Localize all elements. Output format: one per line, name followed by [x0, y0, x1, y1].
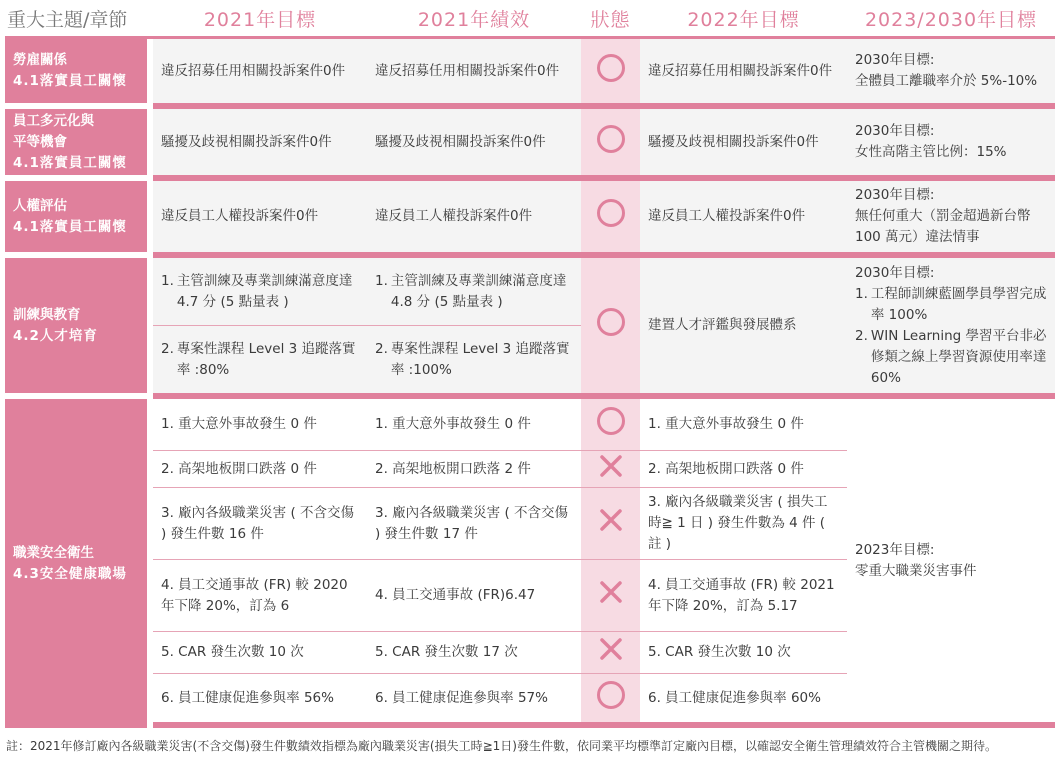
theme-title: 訓練與教育	[13, 306, 81, 323]
perf-2021-cell: 違反員工人權投訴案件0件	[367, 181, 581, 258]
goal-2021-cell: 2. 高架地板開口跌落 0 件	[153, 451, 367, 488]
item-text: WIN Learning 學習平台非必修類之線上學習資源使用率達 60%	[870, 327, 1047, 386]
item-number: 2.	[375, 340, 388, 357]
theme-title: 人權評估	[13, 197, 67, 214]
target-text: 無任何重大（罰金超過新台幣 100 萬元）違法情事	[855, 208, 1031, 245]
theme-chapter: 4.2人才培育	[13, 327, 98, 344]
footnote	[6, 738, 1052, 755]
header-status: 狀態	[581, 0, 640, 39]
theme-title: 職業安全衛生	[13, 544, 94, 561]
goal-2021-cell: 違反員工人權投訴案件0件	[153, 181, 367, 258]
status-cell	[581, 109, 640, 181]
target-label: 2030年目標:	[855, 187, 935, 203]
status-cell	[581, 399, 640, 451]
list-item	[375, 339, 573, 381]
footnote-text: 2021年修訂廠內各級職業災害(不含交傷)發生件數績效指標為廠內職業災害(損失工時≧1日)發生件數，依同業平均標準訂定廠內目標，以確認安全衛生管理績效符合主管機關之期待。	[30, 739, 997, 753]
cross-icon	[597, 578, 625, 606]
target-cell	[847, 39, 1055, 109]
header-perf-2021: 2021年績效	[367, 0, 581, 39]
theme-cell	[5, 399, 153, 728]
item-number: 1.	[375, 272, 388, 289]
goal-2021-cell	[153, 326, 367, 399]
theme-title: 員工多元化與	[13, 112, 94, 129]
target-cell	[847, 181, 1055, 258]
goal-2021-cell: 違反招募任用相關投訴案件0件	[153, 39, 367, 109]
perf-2021-cell	[367, 258, 581, 326]
goal-2021-cell: 1. 重大意外事故發生 0 件	[153, 399, 367, 451]
perf-2021-cell: 2. 高架地板開口跌落 2 件	[367, 451, 581, 488]
goal-2021-cell: 4. 員工交通事故 (FR) 較 2020 年下降 20%，訂為 6	[153, 560, 367, 632]
perf-2021-cell: 5. CAR 發生次數 17 次	[367, 632, 581, 674]
header-goal-2021: 2021年目標	[153, 0, 367, 39]
perf-2021-cell: 3. 廠內各級職業災害 ( 不含交傷 ) 發生件數 17 件	[367, 488, 581, 560]
perf-2021-cell: 6. 員工健康促進參與率 57%	[367, 674, 581, 728]
list-item	[855, 284, 1047, 326]
theme-title-line2: 平等機會	[13, 133, 67, 150]
target-label: 2030年目標:	[855, 264, 935, 281]
target-cell	[847, 399, 1055, 728]
status-cell	[581, 632, 640, 674]
item-number: 2.	[161, 340, 174, 357]
item-number: 1.	[161, 272, 174, 289]
goal-2022-cell: 4. 員工交通事故 (FR) 較 2021 年下降 20%，訂為 5.17	[640, 560, 847, 632]
header-theme: 重大主題/章節	[5, 0, 153, 39]
goal-2022-cell: 2. 高架地板開口跌落 0 件	[640, 451, 847, 488]
item-text: 工程師訓練藍圖學員學習完成率 100%	[870, 285, 1047, 323]
goal-2021-cell	[153, 258, 367, 326]
row-labor-relations	[5, 39, 1055, 109]
status-cell	[581, 39, 640, 109]
item-text: 專案性課程 Level 3 追蹤落實率 :100%	[390, 340, 570, 378]
list-item	[855, 326, 1047, 389]
theme-chapter: 4.1落實員工關懷	[13, 154, 127, 171]
cross-icon	[597, 635, 625, 663]
target-text: 零重大職業災害事件	[855, 562, 977, 579]
theme-cell	[5, 258, 153, 399]
perf-2021-cell	[367, 326, 581, 399]
target-cell	[847, 258, 1055, 399]
item-text: 主管訓練及專業訓練滿意度達 4.7 分 (5 點量表 )	[176, 272, 353, 310]
goal-2022-cell: 5. CAR 發生次數 10 次	[640, 632, 847, 674]
goal-2021-cell: 3. 廠內各級職業災害 ( 不含交傷 ) 發生件數 16 件	[153, 488, 367, 560]
row-training	[5, 258, 1055, 326]
circle-icon	[597, 308, 625, 336]
list-item	[375, 271, 573, 313]
goal-2022-cell: 6. 員工健康促進參與率 60%	[640, 674, 847, 728]
status-cell	[581, 674, 640, 728]
status-cell	[581, 181, 640, 258]
item-text: 主管訓練及專業訓練滿意度達 4.8 分 (5 點量表 )	[390, 272, 567, 310]
perf-2021-cell: 違反招募任用相關投訴案件0件	[367, 39, 581, 109]
list-item	[161, 271, 359, 313]
list-item	[161, 339, 359, 381]
circle-icon	[597, 681, 625, 709]
goal-2022-cell: 1. 重大意外事故發生 0 件	[640, 399, 847, 451]
header-goal-2022: 2022年目標	[640, 0, 847, 39]
target-label: 2023年目標:	[855, 541, 935, 558]
target-label: 2030年目標:	[855, 52, 935, 68]
theme-cell	[5, 39, 153, 109]
status-cell	[581, 451, 640, 488]
goal-2021-cell: 5. CAR 發生次數 10 次	[153, 632, 367, 674]
goal-2021-cell: 6. 員工健康促進參與率 56%	[153, 674, 367, 728]
theme-title: 勞雇關係	[13, 52, 67, 68]
target-text: 女性高階主管比例：15%	[855, 144, 1007, 160]
cross-icon	[597, 506, 625, 534]
goal-2021-cell: 騷擾及歧視相關投訴案件0件	[153, 109, 367, 181]
target-text: 全體員工離職率介於 5%-10%	[855, 73, 1038, 89]
item-number: 2.	[855, 327, 868, 344]
target-cell	[847, 109, 1055, 181]
circle-icon	[597, 125, 625, 153]
circle-icon	[597, 54, 625, 82]
status-cell	[581, 560, 640, 632]
theme-chapter: 4.1落實員工關懷	[13, 73, 127, 89]
row-diversity	[5, 109, 1055, 181]
cross-icon	[597, 452, 625, 480]
footnote-prefix: 註：	[6, 739, 31, 753]
theme-chapter: 4.1落實員工關懷	[13, 218, 127, 235]
perf-2021-cell: 騷擾及歧視相關投訴案件0件	[367, 109, 581, 181]
theme-cell	[5, 109, 153, 181]
status-cell	[581, 488, 640, 560]
theme-cell	[5, 181, 153, 258]
header-goal-2023-2030: 2023/2030年目標	[847, 0, 1055, 39]
goal-2022-cell: 違反員工人權投訴案件0件	[640, 181, 847, 258]
goal-2022-cell: 建置人才評鑑與發展體系	[640, 258, 847, 399]
goal-2022-cell: 3. 廠內各級職業災害 ( 損失工時≧ 1 日 ) 發生件數為 4 件 ( 註 )	[640, 488, 847, 560]
row-safety	[5, 399, 1055, 451]
perf-2021-cell: 1. 重大意外事故發生 0 件	[367, 399, 581, 451]
theme-chapter: 4.3安全健康職場	[13, 565, 127, 582]
circle-icon	[597, 407, 625, 435]
circle-icon	[597, 199, 625, 227]
sustainability-goals-table	[5, 0, 1055, 728]
header-row	[5, 0, 1055, 39]
goal-2022-cell: 違反招募任用相關投訴案件0件	[640, 39, 847, 109]
item-number: 1.	[855, 285, 868, 302]
goal-2022-cell: 騷擾及歧視相關投訴案件0件	[640, 109, 847, 181]
item-text: 專案性課程 Level 3 追蹤落實率 :80%	[176, 340, 356, 378]
status-cell	[581, 258, 640, 399]
perf-2021-cell: 4. 員工交通事故 (FR)6.47	[367, 560, 581, 632]
row-human-rights	[5, 181, 1055, 258]
target-label: 2030年目標:	[855, 123, 935, 139]
